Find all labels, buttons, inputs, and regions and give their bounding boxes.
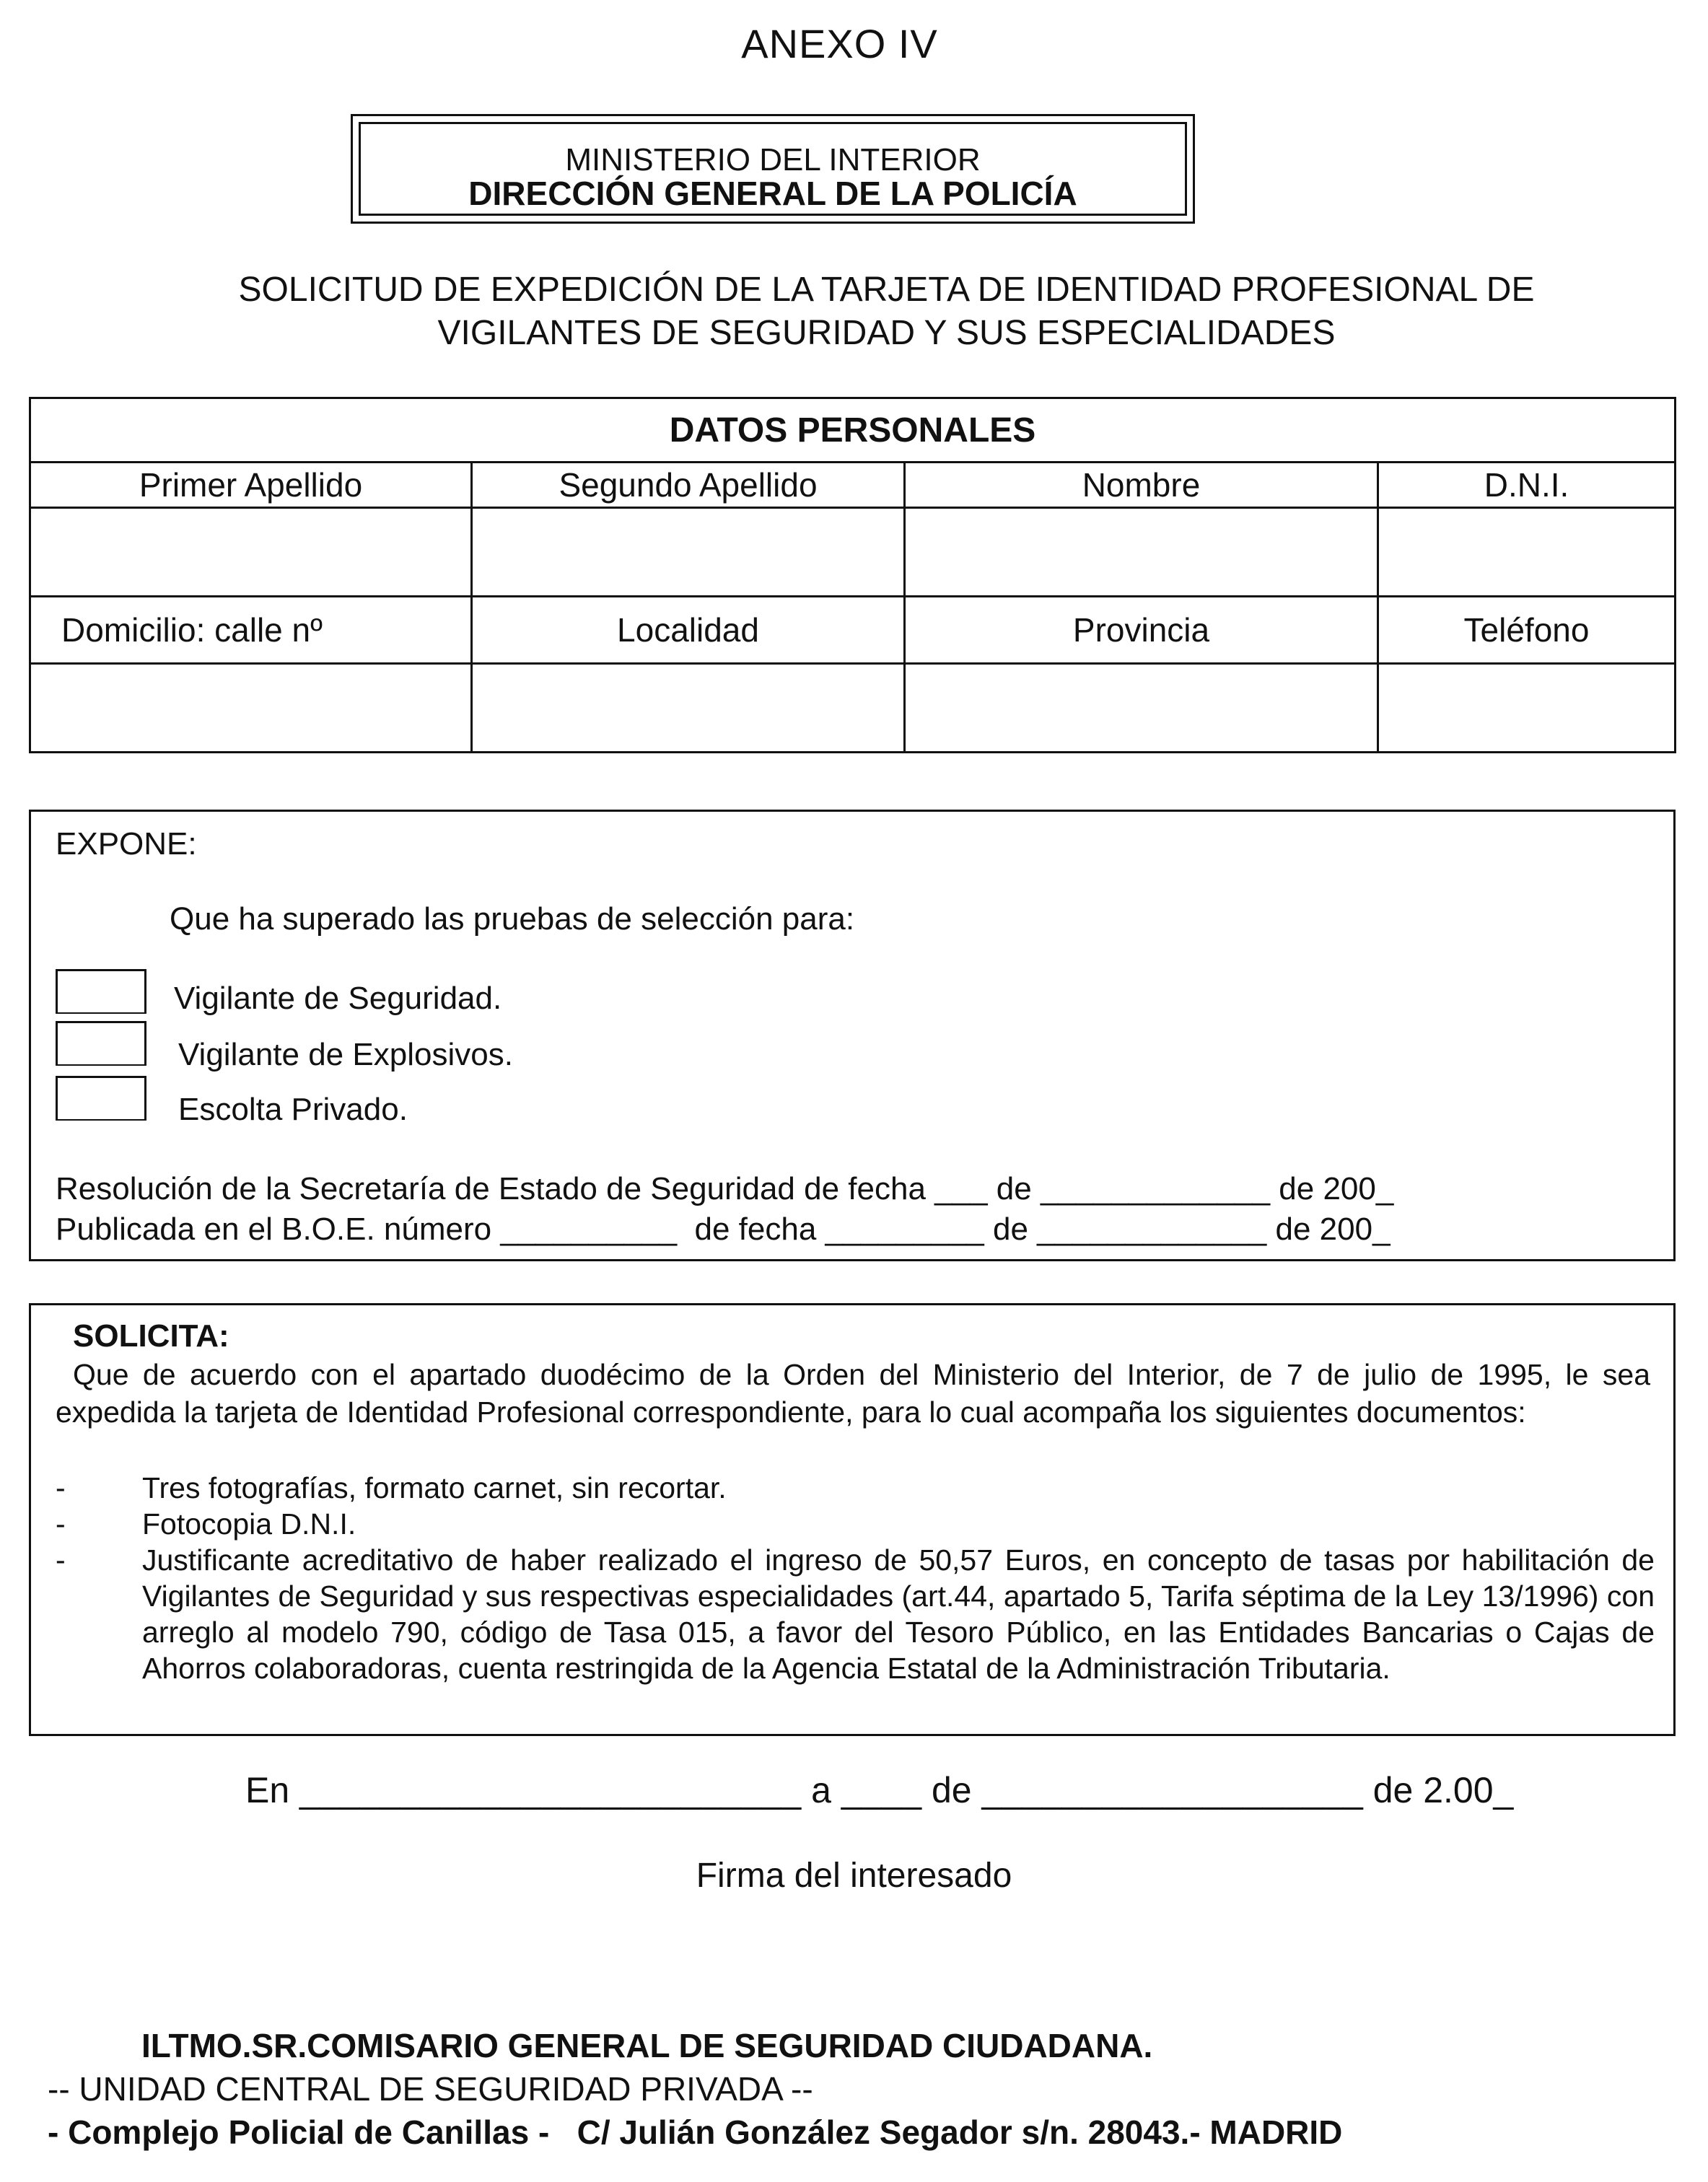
list-item	[56, 1470, 1655, 1506]
field-segundo-apellido[interactable]	[472, 508, 905, 597]
field-telefono[interactable]	[1378, 664, 1676, 753]
address: - Complejo Policial de Canillas - C/ Julián González Segador s/n. 28043.- MADRID	[48, 2113, 1343, 2151]
header-domicilio: Domicilio: calle nº	[30, 597, 472, 664]
solicita-paragraph	[56, 1356, 1650, 1431]
unit-name: -- UNIDAD CENTRAL DE SEGURIDAD PRIVADA --	[48, 2070, 813, 2108]
form-title	[0, 268, 1708, 355]
header-telefono: Teléfono	[1378, 597, 1676, 664]
expone-section	[29, 810, 1676, 1261]
checkbox-vigilante-seguridad[interactable]	[56, 969, 146, 1014]
list-item	[56, 1506, 1655, 1542]
personal-data-table	[29, 397, 1676, 753]
annex-title: ANEXO IV	[741, 21, 938, 66]
expone-intro: Que ha superado las pruebas de selección para:	[170, 901, 855, 937]
document-payment-receipt: Justificante acreditativo de haber realizado el ingreso de 50,57 Euros, en concepto de tasas por habilitación de Vigilantes de Seguridad y sus respectivas especialidades (art.44, apartado 5, Tarifa séptima de la Ley 13/1996) con arreglo al modelo 790, código de Tasa 015, a favor del Tesoro Público, en las Entidades Bancarias o Cajas de Ahorros colaboradoras, cuenta restringida de la Agencia Estatal de la Administración Tributaria.	[142, 1543, 1655, 1685]
field-primer-apellido[interactable]	[30, 508, 472, 597]
list-dash: -	[56, 1507, 66, 1541]
field-nombre[interactable]	[905, 508, 1378, 597]
option-vigilante-explosivos: Vigilante de Explosivos.	[178, 1037, 513, 1072]
document-photos: Tres fotografías, formato carnet, sin recortar.	[142, 1471, 727, 1504]
list-dash: -	[56, 1543, 66, 1577]
documents-list	[56, 1470, 1655, 1686]
option-escolta-privado: Escolta Privado.	[178, 1092, 408, 1127]
personal-data-heading: DATOS PERSONALES	[30, 398, 1676, 463]
place-date-line[interactable]: En _________________________ a ____ de ___________________ de 2.00_	[245, 1770, 1514, 1810]
document-dni-copy: Fotocopia D.N.I.	[142, 1507, 356, 1541]
solicita-text: Que de acuerdo con el apartado duodécimo de la Orden del Ministerio del Interior, de 7 de julio de 1995, le sea expedida la tarjeta de Identidad Profesional correspondiente, para lo cual acompaña los siguientes documentos:	[56, 1358, 1650, 1429]
header-primer-apellido: Primer Apellido	[30, 463, 472, 508]
boe-line[interactable]: Publicada en el B.O.E. número __________ de fecha _________ de _____________ de 200_	[56, 1212, 1391, 1247]
ministry-name: MINISTERIO DEL INTERIOR	[565, 142, 981, 178]
signature-label: Firma del interesado	[696, 1857, 1012, 1895]
field-domicilio[interactable]	[30, 664, 472, 753]
list-dash: -	[56, 1471, 66, 1504]
checkbox-vigilante-explosivos[interactable]	[56, 1021, 146, 1066]
form-title-line2: VIGILANTES DE SEGURIDAD Y SUS ESPECIALIDADES	[437, 314, 1336, 352]
form-title-line1: SOLICITUD DE EXPEDICIÓN DE LA TARJETA DE IDENTIDAD PROFESIONAL DE	[238, 271, 1535, 309]
header-nombre: Nombre	[905, 463, 1378, 508]
expone-label: EXPONE:	[56, 826, 197, 862]
header-provincia: Provincia	[905, 597, 1378, 664]
header-localidad: Localidad	[472, 597, 905, 664]
header-segundo-apellido: Segundo Apellido	[472, 463, 905, 508]
directorate-name: DIRECCIÓN GENERAL DE LA POLICÍA	[468, 175, 1077, 212]
checkbox-escolta-privado[interactable]	[56, 1076, 146, 1121]
solicita-label: SOLICITA:	[73, 1318, 229, 1354]
field-provincia[interactable]	[905, 664, 1378, 753]
ministry-box	[351, 114, 1195, 224]
resolution-line[interactable]: Resolución de la Secretaría de Estado de Seguridad de fecha ___ de _____________ de 200_	[56, 1171, 1394, 1206]
option-vigilante-seguridad: Vigilante de Seguridad.	[174, 981, 502, 1016]
addressee: ILTMO.SR.COMISARIO GENERAL DE SEGURIDAD CIUDADANA.	[141, 2027, 1153, 2064]
header-dni: D.N.I.	[1378, 463, 1676, 508]
field-dni[interactable]	[1378, 508, 1676, 597]
field-localidad[interactable]	[472, 664, 905, 753]
solicita-section	[29, 1303, 1676, 1736]
list-item	[56, 1542, 1655, 1686]
